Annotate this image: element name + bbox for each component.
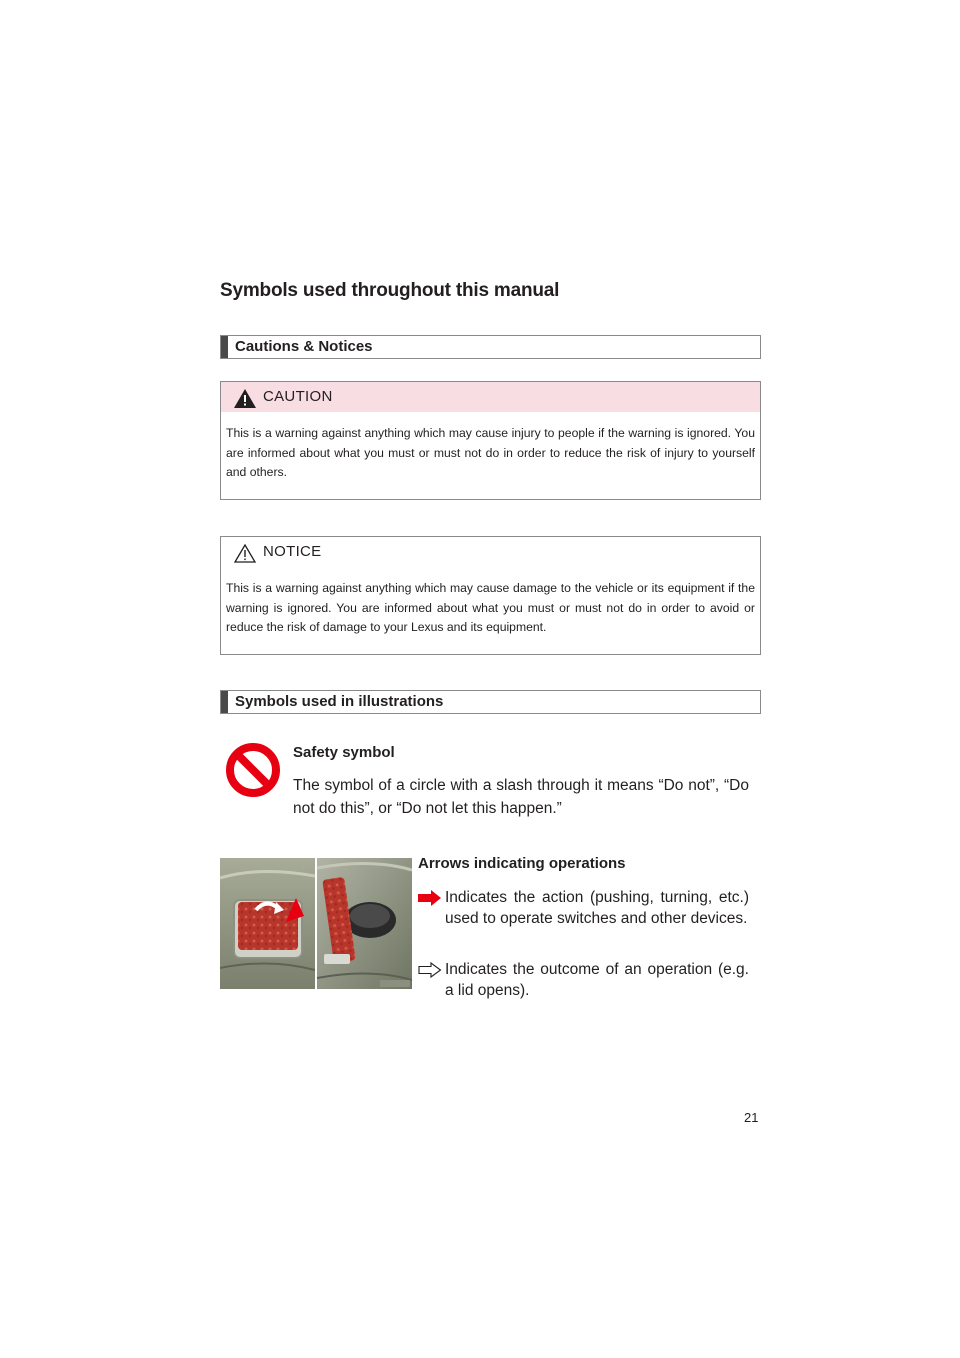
outline-arrow-icon	[418, 962, 442, 984]
prohibition-circle-icon	[225, 742, 281, 803]
outcome-arrow-item	[418, 959, 749, 1001]
section-heading-cautions	[220, 335, 761, 359]
console-illustration	[220, 858, 412, 989]
caution-text: This is a warning against anything which may cause injury to people if the warning is ignored. You are informed about what you must or must not do in order to reduce the risk of injury to yourself and others.	[226, 426, 755, 479]
section-tab	[221, 336, 228, 358]
safety-symbol-title: Safety symbol	[293, 744, 395, 761]
caution-header	[221, 382, 760, 412]
section-heading-text: Symbols used in illustrations	[235, 693, 444, 710]
notice-header	[221, 537, 760, 567]
page-number: 21	[744, 1110, 759, 1125]
notice-text: This is a warning against anything which may cause damage to the vehicle or its equipment if the warning is ignored. You are informed about what you must or must not do in order to avoid or reduce the risk of damage to your Lexus and its equipment.	[226, 581, 755, 634]
arrows-title: Arrows indicating operations	[418, 855, 626, 872]
notice-box	[220, 536, 761, 655]
solid-arrow-icon	[418, 890, 442, 912]
caution-label: CAUTION	[263, 388, 333, 405]
action-arrow-text: Indicates the action (pushing, turning, etc.) used to operate switches and other devices.	[445, 889, 749, 927]
page-title: Symbols used throughout this manual	[220, 280, 560, 301]
safety-symbol-text: The symbol of a circle with a slash through it means “Do not”, “Do not do this”, or “Do not let this happen.”	[293, 777, 749, 817]
section-heading-illustrations	[220, 690, 761, 714]
caution-box	[220, 381, 761, 500]
notice-label: NOTICE	[263, 543, 322, 560]
warning-triangle-outline-icon	[234, 544, 256, 568]
section-heading-text: Cautions & Notices	[235, 338, 373, 355]
outcome-arrow-text: Indicates the outcome of an operation (e.g. a lid opens).	[445, 961, 749, 999]
action-arrow-item	[418, 887, 749, 929]
warning-triangle-filled-icon	[234, 389, 256, 413]
section-tab	[221, 691, 228, 713]
